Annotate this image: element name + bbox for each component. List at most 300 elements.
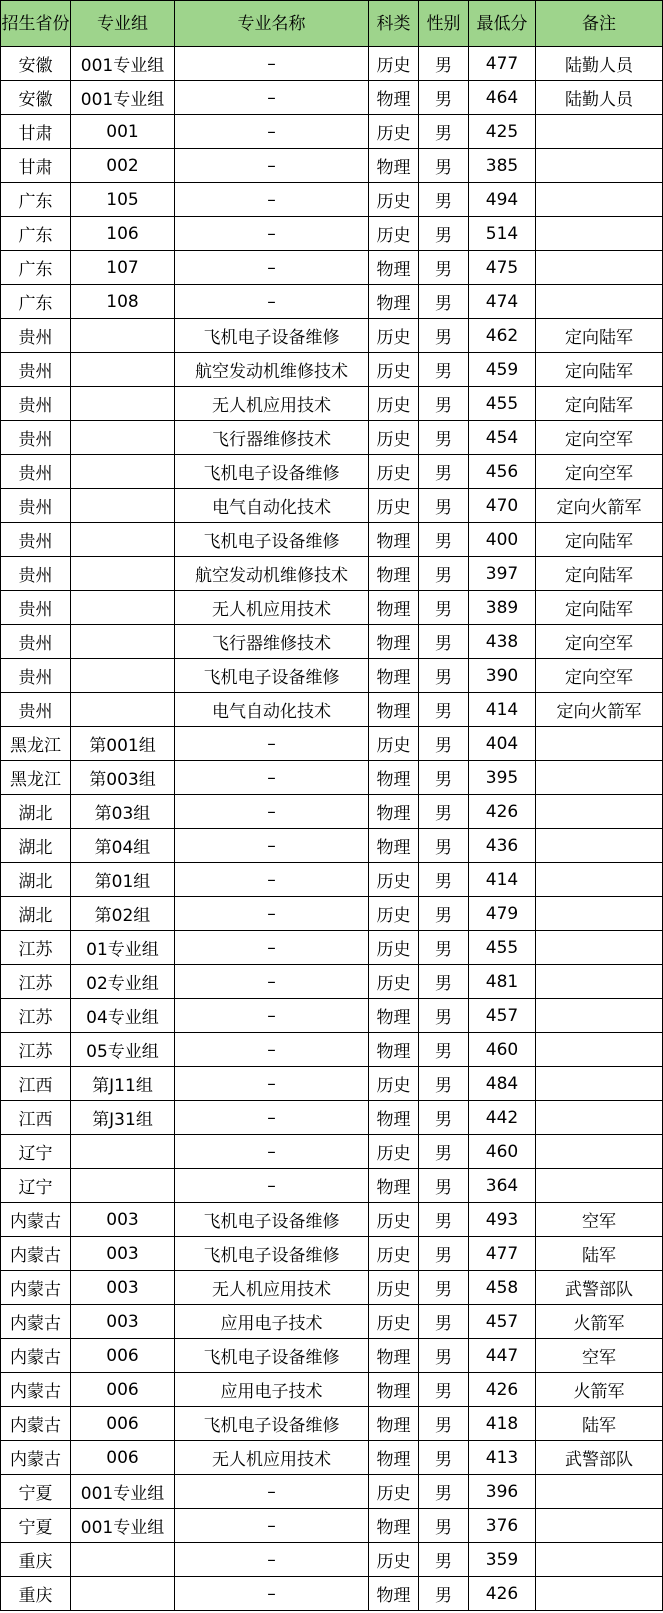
cell-major-name: – <box>175 81 369 115</box>
cell-min-score: 396 <box>469 1475 536 1509</box>
cell-province: 湖北 <box>1 897 71 931</box>
cell-major-name: – <box>175 1101 369 1135</box>
cell-min-score: 494 <box>469 183 536 217</box>
table-row <box>1 353 663 387</box>
cell-gender: 男 <box>419 1203 469 1237</box>
cell-province: 江西 <box>1 1101 71 1135</box>
cell-province: 湖北 <box>1 863 71 897</box>
cell-subject-type: 物理 <box>369 251 419 285</box>
cell-major-group <box>71 557 175 591</box>
cell-gender: 男 <box>419 659 469 693</box>
table-row <box>1 1339 663 1373</box>
cell-min-score: 395 <box>469 761 536 795</box>
cell-major-name: 飞机电子设备维修 <box>175 455 369 489</box>
cell-major-name: 飞机电子设备维修 <box>175 523 369 557</box>
cell-province: 广东 <box>1 285 71 319</box>
cell-subject-type: 历史 <box>369 47 419 81</box>
cell-remark: 定向火箭军 <box>536 489 663 523</box>
cell-major-group: 01专业组 <box>71 931 175 965</box>
table-header <box>1 1 663 47</box>
cell-major-group <box>71 421 175 455</box>
cell-major-group: 107 <box>71 251 175 285</box>
table-row <box>1 591 663 625</box>
cell-major-name: – <box>175 863 369 897</box>
cell-major-group: 001专业组 <box>71 1509 175 1543</box>
cell-subject-type: 历史 <box>369 455 419 489</box>
cell-gender: 男 <box>419 727 469 761</box>
cell-min-score: 460 <box>469 1135 536 1169</box>
cell-gender: 男 <box>419 1135 469 1169</box>
cell-remark: 火箭军 <box>536 1373 663 1407</box>
cell-major-group: 001专业组 <box>71 47 175 81</box>
cell-remark <box>536 1577 663 1611</box>
cell-remark: 定向陆军 <box>536 557 663 591</box>
cell-major-group <box>71 1135 175 1169</box>
cell-min-score: 442 <box>469 1101 536 1135</box>
cell-major-group: 002 <box>71 149 175 183</box>
cell-major-name: 应用电子技术 <box>175 1305 369 1339</box>
cell-min-score: 477 <box>469 1237 536 1271</box>
cell-major-group: 003 <box>71 1271 175 1305</box>
table-row <box>1 115 663 149</box>
cell-major-name: – <box>175 829 369 863</box>
cell-major-name: – <box>175 999 369 1033</box>
cell-province: 内蒙古 <box>1 1373 71 1407</box>
cell-gender: 男 <box>419 1271 469 1305</box>
cell-gender: 男 <box>419 965 469 999</box>
cell-province: 江苏 <box>1 1033 71 1067</box>
cell-subject-type: 历史 <box>369 1237 419 1271</box>
cell-gender: 男 <box>419 115 469 149</box>
cell-gender: 男 <box>419 251 469 285</box>
cell-major-name: 飞行器维修技术 <box>175 421 369 455</box>
cell-province: 江苏 <box>1 999 71 1033</box>
table-row <box>1 557 663 591</box>
cell-major-group <box>71 455 175 489</box>
cell-gender: 男 <box>419 761 469 795</box>
table-row <box>1 1033 663 1067</box>
cell-remark <box>536 727 663 761</box>
cell-remark: 火箭军 <box>536 1305 663 1339</box>
cell-gender: 男 <box>419 863 469 897</box>
cell-remark <box>536 761 663 795</box>
cell-major-name: – <box>175 727 369 761</box>
cell-major-name: – <box>175 47 369 81</box>
cell-remark <box>536 1169 663 1203</box>
cell-remark <box>536 251 663 285</box>
cell-gender: 男 <box>419 1101 469 1135</box>
cell-province: 江苏 <box>1 931 71 965</box>
cell-min-score: 364 <box>469 1169 536 1203</box>
cell-subject-type: 历史 <box>369 863 419 897</box>
cell-subject-type: 物理 <box>369 999 419 1033</box>
cell-min-score: 438 <box>469 625 536 659</box>
cell-gender: 男 <box>419 1543 469 1577</box>
cell-subject-type: 物理 <box>369 149 419 183</box>
cell-major-name: – <box>175 251 369 285</box>
cell-remark <box>536 1543 663 1577</box>
cell-min-score: 464 <box>469 81 536 115</box>
cell-province: 广东 <box>1 183 71 217</box>
cell-remark <box>536 829 663 863</box>
cell-major-name: 无人机应用技术 <box>175 591 369 625</box>
cell-subject-type: 历史 <box>369 353 419 387</box>
cell-gender: 男 <box>419 149 469 183</box>
cell-province: 广东 <box>1 251 71 285</box>
cell-province: 贵州 <box>1 421 71 455</box>
cell-min-score: 426 <box>469 795 536 829</box>
cell-min-score: 458 <box>469 1271 536 1305</box>
header-min-score: 最低分 <box>469 1 536 47</box>
cell-major-name: – <box>175 285 369 319</box>
cell-subject-type: 物理 <box>369 1169 419 1203</box>
table-row <box>1 999 663 1033</box>
cell-min-score: 425 <box>469 115 536 149</box>
cell-gender: 男 <box>419 523 469 557</box>
table-row <box>1 1577 663 1611</box>
cell-subject-type: 物理 <box>369 557 419 591</box>
cell-min-score: 455 <box>469 931 536 965</box>
cell-remark: 武警部队 <box>536 1441 663 1475</box>
cell-gender: 男 <box>419 217 469 251</box>
cell-min-score: 460 <box>469 1033 536 1067</box>
cell-major-group <box>71 591 175 625</box>
cell-remark <box>536 285 663 319</box>
cell-gender: 男 <box>419 1475 469 1509</box>
cell-remark <box>536 965 663 999</box>
cell-major-group: 04专业组 <box>71 999 175 1033</box>
cell-major-name: 飞机电子设备维修 <box>175 1407 369 1441</box>
table-row <box>1 1169 663 1203</box>
cell-subject-type: 物理 <box>369 1339 419 1373</box>
cell-remark: 定向陆军 <box>536 319 663 353</box>
cell-gender: 男 <box>419 897 469 931</box>
cell-subject-type: 物理 <box>369 1033 419 1067</box>
cell-gender: 男 <box>419 625 469 659</box>
cell-min-score: 397 <box>469 557 536 591</box>
cell-major-group <box>71 1169 175 1203</box>
table-row <box>1 387 663 421</box>
cell-major-group <box>71 625 175 659</box>
cell-subject-type: 历史 <box>369 727 419 761</box>
cell-province: 贵州 <box>1 523 71 557</box>
cell-gender: 男 <box>419 829 469 863</box>
cell-major-group: 105 <box>71 183 175 217</box>
cell-remark: 定向陆军 <box>536 387 663 421</box>
cell-major-name: 飞机电子设备维修 <box>175 659 369 693</box>
cell-subject-type: 物理 <box>369 625 419 659</box>
cell-major-group: 006 <box>71 1373 175 1407</box>
cell-major-name: 无人机应用技术 <box>175 1271 369 1305</box>
cell-min-score: 414 <box>469 693 536 727</box>
cell-major-name: – <box>175 931 369 965</box>
cell-province: 内蒙古 <box>1 1305 71 1339</box>
table-row <box>1 1067 663 1101</box>
cell-subject-type: 物理 <box>369 81 419 115</box>
cell-remark: 定向空军 <box>536 625 663 659</box>
cell-province: 安徽 <box>1 47 71 81</box>
cell-major-group: 05专业组 <box>71 1033 175 1067</box>
cell-subject-type: 历史 <box>369 319 419 353</box>
cell-province: 贵州 <box>1 557 71 591</box>
cell-major-group: 02专业组 <box>71 965 175 999</box>
table-row <box>1 1407 663 1441</box>
table-row <box>1 1475 663 1509</box>
cell-major-group: 第003组 <box>71 761 175 795</box>
cell-major-group <box>71 1543 175 1577</box>
cell-gender: 男 <box>419 591 469 625</box>
cell-gender: 男 <box>419 557 469 591</box>
cell-major-group: 第J31组 <box>71 1101 175 1135</box>
cell-gender: 男 <box>419 285 469 319</box>
cell-subject-type: 物理 <box>369 523 419 557</box>
cell-major-name: – <box>175 761 369 795</box>
cell-min-score: 475 <box>469 251 536 285</box>
cell-province: 湖北 <box>1 795 71 829</box>
table-row <box>1 625 663 659</box>
cell-major-group <box>71 387 175 421</box>
cell-major-name: 电气自动化技术 <box>175 693 369 727</box>
cell-province: 内蒙古 <box>1 1339 71 1373</box>
cell-subject-type: 历史 <box>369 1135 419 1169</box>
cell-remark <box>536 863 663 897</box>
cell-min-score: 456 <box>469 455 536 489</box>
cell-subject-type: 历史 <box>369 489 419 523</box>
table-row <box>1 727 663 761</box>
cell-remark: 定向空军 <box>536 421 663 455</box>
cell-min-score: 389 <box>469 591 536 625</box>
cell-subject-type: 物理 <box>369 1373 419 1407</box>
cell-remark: 武警部队 <box>536 1271 663 1305</box>
cell-gender: 男 <box>419 1407 469 1441</box>
cell-remark: 定向陆军 <box>536 523 663 557</box>
cell-major-group: 第J11组 <box>71 1067 175 1101</box>
table-row <box>1 965 663 999</box>
cell-subject-type: 物理 <box>369 285 419 319</box>
cell-subject-type: 历史 <box>369 1475 419 1509</box>
cell-min-score: 457 <box>469 1305 536 1339</box>
cell-min-score: 493 <box>469 1203 536 1237</box>
cell-gender: 男 <box>419 421 469 455</box>
cell-min-score: 376 <box>469 1509 536 1543</box>
cell-province: 贵州 <box>1 353 71 387</box>
cell-subject-type: 物理 <box>369 1407 419 1441</box>
table-row <box>1 1373 663 1407</box>
table-row <box>1 659 663 693</box>
cell-major-group: 001专业组 <box>71 81 175 115</box>
cell-province: 贵州 <box>1 591 71 625</box>
cell-major-group <box>71 489 175 523</box>
cell-remark <box>536 931 663 965</box>
cell-min-score: 484 <box>469 1067 536 1101</box>
table-row <box>1 897 663 931</box>
cell-gender: 男 <box>419 1509 469 1543</box>
cell-subject-type: 历史 <box>369 1305 419 1339</box>
table-row <box>1 285 663 319</box>
cell-major-name: 航空发动机维修技术 <box>175 353 369 387</box>
cell-major-name: 飞机电子设备维修 <box>175 319 369 353</box>
cell-major-group: 006 <box>71 1339 175 1373</box>
cell-major-name: – <box>175 149 369 183</box>
cell-subject-type: 历史 <box>369 965 419 999</box>
cell-gender: 男 <box>419 999 469 1033</box>
cell-gender: 男 <box>419 455 469 489</box>
cell-major-group <box>71 319 175 353</box>
cell-gender: 男 <box>419 47 469 81</box>
cell-remark: 定向火箭军 <box>536 693 663 727</box>
cell-min-score: 477 <box>469 47 536 81</box>
table-row <box>1 1101 663 1135</box>
cell-subject-type: 物理 <box>369 761 419 795</box>
cell-min-score: 414 <box>469 863 536 897</box>
cell-province: 贵州 <box>1 387 71 421</box>
cell-remark <box>536 1033 663 1067</box>
cell-gender: 男 <box>419 353 469 387</box>
cell-province: 内蒙古 <box>1 1441 71 1475</box>
cell-major-name: – <box>175 115 369 149</box>
cell-province: 甘肃 <box>1 115 71 149</box>
table-row <box>1 455 663 489</box>
cell-remark <box>536 897 663 931</box>
cell-min-score: 479 <box>469 897 536 931</box>
cell-subject-type: 历史 <box>369 1067 419 1101</box>
table-row <box>1 183 663 217</box>
cell-major-group: 106 <box>71 217 175 251</box>
table-row <box>1 761 663 795</box>
cell-min-score: 470 <box>469 489 536 523</box>
cell-remark <box>536 999 663 1033</box>
cell-major-group: 001 <box>71 115 175 149</box>
cell-remark <box>536 795 663 829</box>
cell-major-name: – <box>175 1067 369 1101</box>
cell-gender: 男 <box>419 81 469 115</box>
cell-gender: 男 <box>419 489 469 523</box>
header-major-name: 专业名称 <box>175 1 369 47</box>
cell-major-group: 003 <box>71 1237 175 1271</box>
cell-subject-type: 历史 <box>369 1543 419 1577</box>
cell-province: 内蒙古 <box>1 1203 71 1237</box>
table-row <box>1 829 663 863</box>
cell-remark <box>536 1101 663 1135</box>
cell-province: 宁夏 <box>1 1509 71 1543</box>
cell-major-name: – <box>175 1169 369 1203</box>
cell-min-score: 385 <box>469 149 536 183</box>
cell-province: 湖北 <box>1 829 71 863</box>
cell-major-name: 无人机应用技术 <box>175 387 369 421</box>
cell-major-name: 无人机应用技术 <box>175 1441 369 1475</box>
table-row <box>1 251 663 285</box>
table-row <box>1 1203 663 1237</box>
cell-gender: 男 <box>419 387 469 421</box>
cell-remark: 陆勤人员 <box>536 47 663 81</box>
cell-subject-type: 物理 <box>369 1441 419 1475</box>
header-major-group: 专业组 <box>71 1 175 47</box>
cell-subject-type: 历史 <box>369 897 419 931</box>
cell-gender: 男 <box>419 1339 469 1373</box>
cell-province: 江西 <box>1 1067 71 1101</box>
cell-major-name: – <box>175 897 369 931</box>
cell-major-name: – <box>175 795 369 829</box>
cell-major-group <box>71 659 175 693</box>
cell-major-name: 应用电子技术 <box>175 1373 369 1407</box>
cell-subject-type: 物理 <box>369 795 419 829</box>
cell-min-score: 459 <box>469 353 536 387</box>
cell-gender: 男 <box>419 1373 469 1407</box>
cell-province: 甘肃 <box>1 149 71 183</box>
table-row <box>1 1509 663 1543</box>
header-row <box>1 1 663 47</box>
cell-min-score: 447 <box>469 1339 536 1373</box>
table-row <box>1 795 663 829</box>
cell-min-score: 455 <box>469 387 536 421</box>
cell-remark <box>536 1135 663 1169</box>
cell-min-score: 462 <box>469 319 536 353</box>
cell-remark <box>536 1509 663 1543</box>
cell-major-group: 003 <box>71 1305 175 1339</box>
cell-major-group <box>71 1577 175 1611</box>
cell-min-score: 404 <box>469 727 536 761</box>
cell-province: 贵州 <box>1 455 71 489</box>
header-gender: 性别 <box>419 1 469 47</box>
cell-gender: 男 <box>419 1169 469 1203</box>
cell-major-group: 第01组 <box>71 863 175 897</box>
cell-min-score: 418 <box>469 1407 536 1441</box>
cell-min-score: 474 <box>469 285 536 319</box>
cell-major-name: 飞机电子设备维修 <box>175 1339 369 1373</box>
table-row <box>1 1305 663 1339</box>
cell-province: 江苏 <box>1 965 71 999</box>
cell-province: 重庆 <box>1 1577 71 1611</box>
cell-subject-type: 历史 <box>369 183 419 217</box>
cell-major-name: – <box>175 217 369 251</box>
cell-gender: 男 <box>419 183 469 217</box>
cell-major-group: 001专业组 <box>71 1475 175 1509</box>
cell-major-name: 航空发动机维修技术 <box>175 557 369 591</box>
table-row <box>1 1135 663 1169</box>
cell-major-group: 108 <box>71 285 175 319</box>
table-row <box>1 1271 663 1305</box>
cell-subject-type: 物理 <box>369 1577 419 1611</box>
table-row <box>1 489 663 523</box>
cell-gender: 男 <box>419 693 469 727</box>
cell-min-score: 457 <box>469 999 536 1033</box>
cell-major-name: 飞机电子设备维修 <box>175 1203 369 1237</box>
cell-subject-type: 历史 <box>369 931 419 965</box>
cell-remark: 空军 <box>536 1203 663 1237</box>
cell-major-group: 006 <box>71 1407 175 1441</box>
cell-major-group: 006 <box>71 1441 175 1475</box>
cell-remark <box>536 217 663 251</box>
cell-major-name: 飞机电子设备维修 <box>175 1237 369 1271</box>
cell-remark: 定向空军 <box>536 455 663 489</box>
header-subject-type: 科类 <box>369 1 419 47</box>
cell-remark: 陆军 <box>536 1237 663 1271</box>
cell-remark <box>536 115 663 149</box>
cell-min-score: 400 <box>469 523 536 557</box>
cell-subject-type: 物理 <box>369 693 419 727</box>
cell-province: 贵州 <box>1 489 71 523</box>
cell-remark <box>536 183 663 217</box>
cell-province: 黑龙江 <box>1 761 71 795</box>
cell-subject-type: 物理 <box>369 1101 419 1135</box>
cell-remark: 定向空军 <box>536 659 663 693</box>
cell-major-name: – <box>175 1033 369 1067</box>
cell-major-group <box>71 693 175 727</box>
cell-gender: 男 <box>419 319 469 353</box>
cell-subject-type: 历史 <box>369 1271 419 1305</box>
cell-gender: 男 <box>419 1033 469 1067</box>
cell-remark <box>536 149 663 183</box>
